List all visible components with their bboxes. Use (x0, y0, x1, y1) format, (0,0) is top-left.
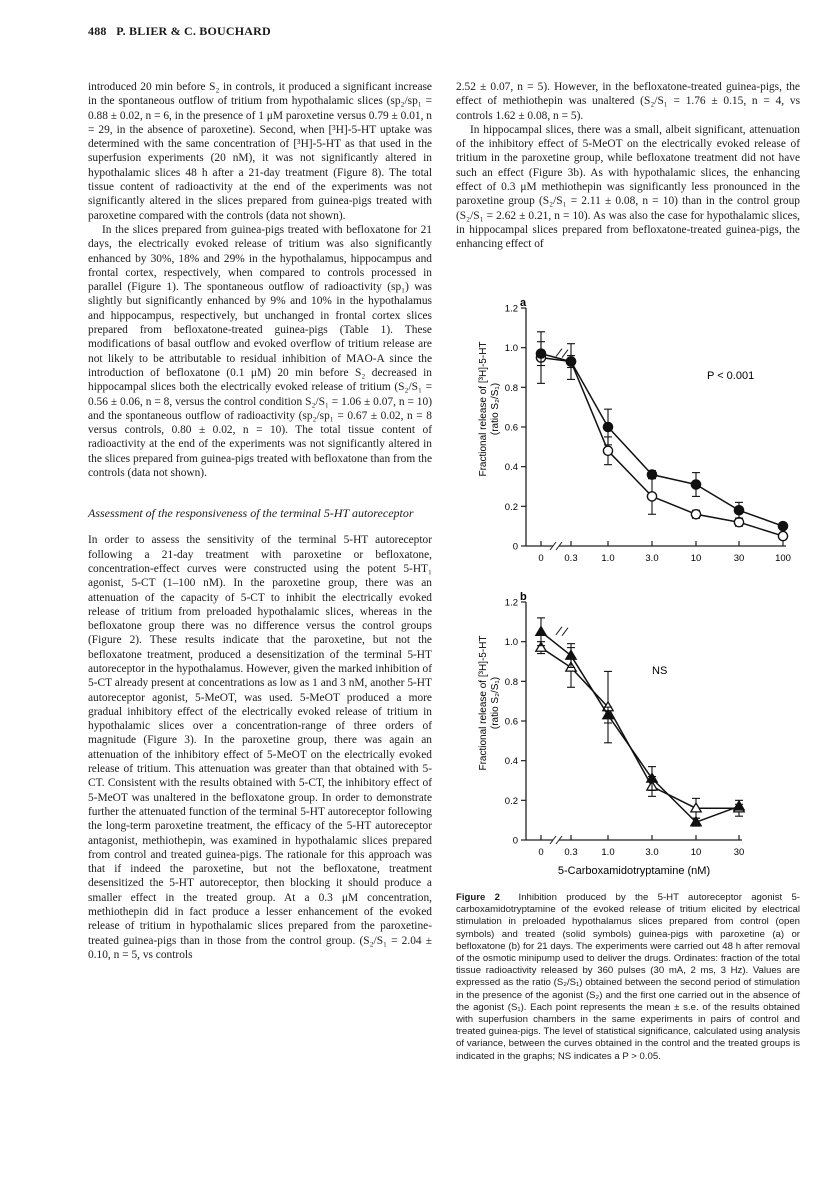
series-line-segment (652, 496, 696, 514)
running-header (88, 24, 271, 39)
line-break-mark (562, 350, 568, 358)
x-tick-label: 3.0 (645, 553, 659, 564)
x-tick-label: 30 (733, 847, 745, 858)
y-tick-label: 0.6 (504, 716, 518, 728)
data-point (691, 803, 701, 812)
x-tick-label: 10 (690, 847, 702, 858)
y-tick-label: 0 (512, 835, 518, 847)
figure-caption (456, 892, 800, 1063)
paragraph: In hippocampal slices, there was a small, albeit significant, attenuation of the inhibitory effect of 5-MeOT on the electrically evoked release of tritium in the paroxetine group, while befloxatone treatment did not have such an effect (Figure 3b). As with hypothalamic slices, the enhancing effect of 0.3 μM methiothepin was significantly less pronounced in the paroxetine group (S₂/S₁ = 2.11 ± 0.08, n = 10) than in the control group (S₂/S₁ = 2.62 ± 0.21, n = 10). As was also the case for hypothalamic slices, in hippocampal slices prepared from befloxatone-treated guinea-pigs, the enhancing effect of (456, 123, 800, 251)
data-point (536, 349, 545, 358)
x-tick-label: 0 (538, 847, 544, 858)
series-line-segment (608, 451, 652, 497)
series-line-segment (608, 715, 652, 778)
data-point (603, 446, 612, 455)
data-point (778, 522, 787, 531)
series-line-segment (608, 427, 652, 475)
line-break-mark (556, 349, 562, 357)
caption-label: Figure 2 (456, 892, 500, 903)
x-tick-label: 1.0 (601, 847, 615, 858)
series-line-segment (696, 514, 739, 522)
data-point (536, 627, 546, 636)
data-point (734, 801, 744, 810)
series-line-segment (571, 656, 608, 716)
paragraph: In order to assess the sensitivity of the terminal 5-HT autoreceptor following a 21-day treatment with paroxetine or befloxatone, concentration-effect curves were constructed using the potent 5-HT₁ agonist, 5-CT (1–100 nM). In the paroxetine group, there was an attenuation of the capacity of 5-CT to inhibit the electrically evoked release of tritium from preloaded hypothalamic slices, whereas in the befloxatone group there was no difference versus the control groups (Figure 2). These results indicate that the paroxetine, but not the befloxatone treatment, produced a desensitization of the terminal 5-HT autoreceptor in the hypothalamus. However, given the marked inhibition of 5-CT already present at concentrations as low as 1 and 3 nM, another 5-HT autoreceptor agonist, 5-MeOT, was used. 5-MeOT produced a more gradual inhibitory effect of the electrically evoked release of tritium in hypothalamic slices over a concentration-range of three orders of magnitude (Figure 3). In the paroxetine group, there was again an attenuation of the inhibitory effect of 5-MeOT on the electrically evoked release of tritium. This attenuation was greater than that obtained with 5-CT. Consistent with the results obtained with 5-CT, the inhibitory effect of 5-MeOT was unaltered in the befloxatone group. In order to demonstrate further the attenuated function of the terminal 5-HT autoreceptor following the long-term paroxetine treatment, the efficacy of the 5-HT autoreceptor antagonist, methiothepin, was examined in hypothalamic slices prepared from control and treated guinea-pigs. The rationale for this approach was that if indeed the paroxetine, but not the befloxatone, treatment desensitized the 5-HT autoreceptor, then blocking it should produce a smaller effect in the treated group. At a 0.3 μM concentration, methiothepin did in fact produce a lesser enhancement of the evoked release of tritium in hypothalamic slices prepared from the paroxetine-treated guinea-pigs than in those from the control group. (S₂/S₁ = 2.04 ± 0.10, n = 5, vs controls (88, 534, 432, 961)
y-tick-label: 1.0 (504, 343, 518, 355)
series-line-segment (652, 779, 696, 823)
x-tick-label: 30 (733, 553, 745, 564)
x-tick-label: 10 (690, 553, 702, 564)
data-point (647, 492, 656, 501)
series-line-segment (652, 786, 696, 808)
x-tick-label: 3.0 (645, 847, 659, 858)
series-line-segment (571, 667, 608, 707)
y-axis-label: Fractional release of [³H]-5-HT(ratio S₂/S₁) (478, 635, 501, 771)
data-point (566, 357, 575, 366)
y-tick-label: 1.2 (504, 303, 518, 315)
x-tick-label: 0 (538, 553, 544, 564)
data-point (647, 470, 656, 479)
data-point (691, 480, 700, 489)
y-tick-label: 1.0 (504, 637, 518, 649)
y-tick-label: 0.2 (504, 795, 518, 807)
authors: P. BLIER & C. BOUCHARD (116, 24, 271, 38)
section-title: Assessment of the responsiveness of the terminal 5-HT autoreceptor (88, 506, 414, 521)
data-point (647, 773, 657, 782)
data-point (734, 506, 743, 515)
y-tick-label: 1.2 (504, 597, 518, 609)
data-point (691, 510, 700, 519)
series-line-segment (696, 485, 739, 511)
panel-label: a (520, 297, 527, 309)
right-column (456, 80, 800, 252)
line-break-mark (562, 628, 568, 636)
series-line-segment (571, 362, 608, 451)
y-tick-label: 0.8 (504, 382, 518, 394)
data-point (566, 650, 576, 659)
data-point (603, 422, 612, 431)
paragraph: In the slices prepared from guinea-pigs treated with befloxatone for 21 days, the electrically evoked release of tritium was also significantly enhanced by 30%, 18% and 29% in the hypothalamus, hippocampus and frontal cortex, respectively, when compared to controls processed in parallel (Figure 1). The spontaneous outflow of radioactivity (sp₁) was slightly but significantly enhanced by 9% and 10% in the hypothalamus and hippocampus, respectively, but unchanged in frontal cortex slices prepared from befloxatone-treated guinea-pigs (Table 1). These modifications of basal outflow and evoked overflow of tritium release are not likely to be attributable to residual inhibition of MAO-A since the introduction of befloxatone (0.1 μM) 20 min before S₂ decreased in hippocampal slices both the electrically evoked release of tritium (S₂/S₁ = 0.56 ± 0.06, n = 8, versus the control condition S₂/S₁ = 1.06 ± 0.07, n = 10) and the spontaneous outflow of radioactivity (sp₂/sp₁ = 0.67 ± 0.02, n = 8 versus controls, 0.80 ± 0.02, n = 10). The total tissue content of radioactivity at the end of the experiments was not significantly altered in the slices prepared from guinea-pigs treated with befloxatone than from the controls (data not shown). (88, 223, 432, 480)
panel-label: b (520, 591, 527, 603)
line-break-mark (556, 627, 562, 635)
series-line-segment (652, 475, 696, 485)
series-line-segment (571, 362, 608, 427)
data-point (778, 531, 787, 540)
data-point (734, 518, 743, 527)
x-tick-label: 0.3 (564, 847, 578, 858)
y-axis-label: Fractional release of [³H]-5-HT(ratio S₂/S₁) (478, 341, 501, 477)
caption-text: Inhibition produced by the 5-HT autoreceptor agonist 5-carboxamidotryptamine of the evoked release of tritium elicited by electrical stimulation in preloaded hypothalamus slices prepared from control (open symbols) and treated (solid symbols) guinea-pigs with paroxetine (a) or befloxatone (b) for 21 days. The experiments were carried out 48 h after removal of the osmotic minipump used to deliver the drugs. Ordinates: fraction of the total tissue radioactivity released by 360 pulses (30 mA, 2 ms, 3 Hz). Values are expressed as the ratio (S₂/S₁) obtained between the second period of stimulation in the presence of the agonist (S₂) and the first one carried out in the absence of the agonist (S₁). Each point represents the mean ± s.e. of the results obtained with superfusion chambers in the same experiments in pairs of control and treated guinea-pigs. The level of statistical significance, calculated using analysis of variance, between the curves obtained in the control and the treated groups is indicated in the graphs; NS indicates a P > 0.05. (456, 892, 800, 1062)
x-tick-label: 0.3 (564, 553, 578, 564)
y-tick-label: 0.2 (504, 501, 518, 513)
page-number: 488 (88, 24, 107, 38)
y-tick-label: 0 (512, 541, 518, 553)
y-tick-label: 0.4 (504, 462, 518, 474)
figure-2b-chart (456, 590, 800, 880)
paragraph: introduced 20 min before S₂ in controls, it produced a significant increase in the spontaneous outflow of tritium from hypothalamic slices (sp₂/sp₁ = 0.88 ± 0.02, n = 6, in the presence of 1 μM paroxetine versus 0.79 ± 0.01, n = 29, in the absence of paroxetine). Second, when [³H]-5-HT uptake was determined with the same concentration of [³H]-5-HT as that used in the superfusion experiments (20 nM), it was not significantly altered in hypothalamic slices 48 h after a 21-day treatment (Figure 8). The total tissue content of radioactivity at the end of the experiments was not significantly altered in the slices prepared from guinea-pigs treated with paroxetine compared with the controls (data not shown). (88, 81, 432, 222)
y-tick-label: 0.8 (504, 676, 518, 688)
figure-2a-chart (456, 296, 800, 586)
x-tick-label: 100 (775, 553, 791, 564)
significance-annotation: P < 0.001 (707, 370, 755, 382)
x-axis-label: 5-Carboxamidotryptamine (nM) (557, 865, 711, 877)
x-tick-label: 1.0 (601, 553, 615, 564)
y-tick-label: 0.6 (504, 422, 518, 434)
paragraph: 2.52 ± 0.07, n = 5). However, in the befloxatone-treated guinea-pigs, the effect of methiothepin was unaltered (S₂/S₁ = 1.76 ± 0.15, n = 4, vs controls 1.62 ± 0.08, n = 5). (456, 81, 800, 122)
significance-annotation: NS (652, 665, 668, 677)
y-tick-label: 0.4 (504, 756, 518, 768)
left-column (88, 80, 432, 962)
